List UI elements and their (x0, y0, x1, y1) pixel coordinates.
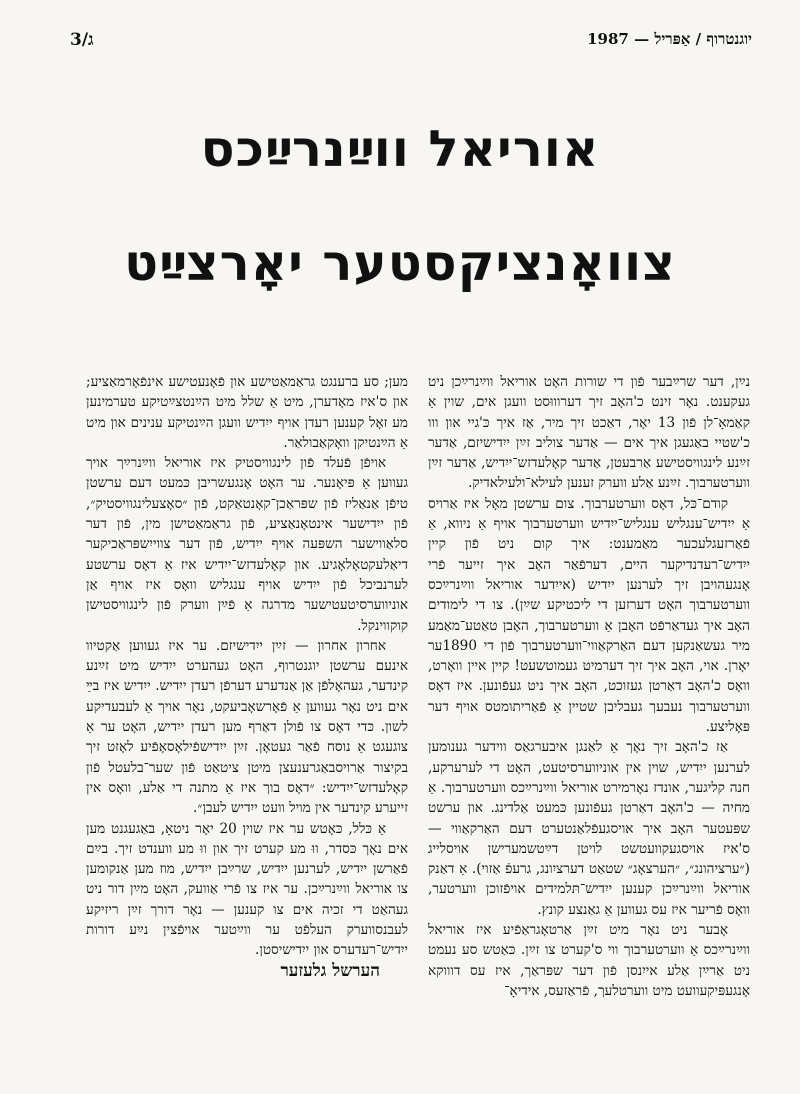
paragraph: קודם־כּל, דאָס ווערטערבוך. צום ערשטן מאָל איז אַרויס אַ ייִדיש־ענגליש ענגליש־ייִדיש ווערטערבוך אויף אַ ניווא, אַ פֿאַרזעגלעכער מאַמענט: איך קום ניט פֿון קיין ייִדיש־רעדנדיקער היים, דערפֿאַר האָב איך זייער פֿרי אָנגעהויבן זיך לערנען ייִדיש (אייִדער אוריאל ווײַנרײַכס ווערטערבוך האָט דערזען די ליכטיקע שײַן). צו די לימודים האָב איך געדאַרפֿט האָבן אַ ווערטערבוך, האָבן טאַטע־מאַמע מיר געשאַנקען דעם האַרקאַווי־ווערטערבוך פֿון די 1890ער יאָרן. אוי, האָב איך זיך דערמיט געמוטשעט! קיין איין וואָרט, וואָס כ'האָב דאַרטן געזוכט, האָב איך ניט געפֿונען. איז דאָס ווערטערבוך נעבעך געבליבן שטיין אַ פֿאַריתומטס אויף דער פּאָליצע. (428, 495, 750, 736)
title-block (0, 120, 800, 292)
paragraph: אַז כ'האָב זיך נאָך אַ לאַנגן איבערגאַס ווידער גענומען לערנען ייִדיש, שוין אין אוניווערסיטעט, האָט די לערערקע, חנה קליגער, אונדז נאָרמירט אוריאל ווײַנרײַכס ווערטערבוך. אַ מחיה — כ'האָב דאַרטן געפֿונען כּמעט אַלדינג. און ערשט שפּעטער האָב איך אויסגעפֿלאַנטערט דעם האַרקאַווי — ס'איז אויסגעקוועטשט לויטן דײַטשמערישן אויסלייג (״ערציהונג״, ״הערצאָג״ שטאַט דערציִונג, גרעפֿ אַזוי). אַ דאַנק אוריאל ווײַנרײַכן קענען ייִדיש־תּלמידים אויפֿזוכן ווערטער, וואָס פֿריער איז עס געווען אַ גאַנצע קונץ. (428, 739, 750, 918)
page-number: ג/3 (70, 30, 94, 50)
signature: הערשל גלעזער (280, 960, 380, 981)
paragraph: אָבער ניט נאָר מיט זײַן אַרטאָגראַפֿיע איז אוריאל ווײַנרײַכס אַ ווערטערבוך ווי ס'קערט צו זײַן. כּאַטש סע נעמט ניט אַרײַן אַלע אייִנסן פֿון דער שפּראַך, איז עס דוווקא אָנגעפּיקעוועט מיט ווערטלעך, פֿראַזעס, אידיאָ־ (428, 922, 750, 999)
right-column (428, 372, 750, 1001)
article-title: צוואָנציקסטער יאָרצײַט (124, 234, 676, 292)
running-title: יוגנטרוף / אַפּריל — 1987 (587, 30, 752, 48)
page-header (70, 30, 752, 54)
paragraph: מען; סע ברענגט גראַמאַטישע און פֿאָנעטישע אינפֿאָרמאַציע; און ס'איז מאָדערן, מיט אַ שלל מיט הײַנטצײַטיקע טערמינען מע זאָל קענען רעדן אויף ייִדיש וועגן הײַנטיקע ענינים און מיט אַ הײַנטיקן וואָקאַבולאַר. (86, 374, 408, 451)
article-author-heading: אוריאל ווײַנרײַכס (200, 120, 600, 178)
paragraph: אַ כּלל, כּאָטש ער איז שוין 20 יאָר ניטאָ, באַגעגנט מען אים נאָך כּסדר, ווּ מע קערט זיך און ווּ מע ווענדט זיך. בײַם פֿאַרשן ייִדיש, לערנען ייִדיש, שרײַבן ייִדיש, מוז מען אַנקומען צו אוריאל ווײַנרײַכן. ער איז צו פֿרי אַוועק, האָט מײַן דור ניט געהאַט די זכיה אים צו קענען — נאָר דורך זײַן ריזיקע לעבנסווערק העלפֿט ער ווײַטער אויפֿצין נײַע דורות ייִדיש־רעדערס און ייִדישיסטן. (86, 820, 408, 959)
left-column (86, 372, 408, 981)
paragraph: אויפֿן פֿעלד פֿון לינגוויסטיק איז אוריאל ווײַנרײַך אויך געווען אַ פּיאָנער. ער האָט אָנגעשריבן כּמעט דעם ערשטן טיפֿן אַנאַליז פֿון שפּראַכן־קאָנטאַקט, פֿון ״סאָצעלינגוויסטיק״, פֿון ייִדישער אינטאָנאַציע, פֿון גראַמאַטישן מין, פֿון דער סלאַווישער השפּעה אויף ייִדיש, פֿון דער צווייִשפּראַכיקער דיאַלעקטאָלאָגיע. און קאָלעדזש־ייִדיש איז אַ דאָס ערשטע לערנביכל פֿון ייִדיש אויף ענגליש וואָס איז אויף אַן אוניווערסיטעטישער מדרגה אַ פֿײַן ווערק פֿון לינגוויסטישן קוקווינקל. (86, 455, 408, 634)
paragraph: אחרון אחרון — זײַן ייִדישיזם. ער איז געווען אַקטיוו אינעם ערשטן יוגנטרוף, האָט געהערט ייִדיש מיט זײַנע קינדער, געהאָלפֿן אַן אַנדערע דערפֿן רעדן ייִדיש. ייִדיש איז בײַ אים ניט נאָר געווען אַ פֿאָרשאָביעקט, נאָר אויך אַ לעבעדיקע לשון. כּדי דאָס צו פֿולן דאַרף מען רעדן ייִדיש, האָט ער אַ צוגעגט אַ נוסח פֿאַר געטאָן. זײַן ייִדישפֿילאָסאָפֿיע לאָזט זיך בקיצור אַרויסבאַגרענעצן מיטן ציטאַט פֿון שער־בלעטל פֿון קאָלעדזש־ייִדיש: ״דאָס בוך איז אַ מתנה די אַלע, וואָס אין זייערע קינדער אין מויל וועט ייִדיש לעבן״. (86, 637, 408, 817)
paragraph: נײַן, דער שרײַבער פֿון די שורות האָט אוריאל ווײַנרײַכן ניט געקענט. נאָר זינט כ'האָב זיך דערוווּסט וועגן אים, שוין אַ קאַמאָ־לן פֿון 13 יאָר, דאַכט זיך מיר, אַז איך כּ'גיי און ווו כ'שטיי באַגעגן איך אים — אַדער צוליב זײַן ייִדישיזם, אַדער זײַנע לינגוויסטישע אַרבעטן, אַדער קאָלעדזש־ייִדיש, אַדער זײַן ווערטערבוך. זײַנע אַלע ווערק זענען לעילא־ולעילאדיק. (428, 374, 750, 492)
